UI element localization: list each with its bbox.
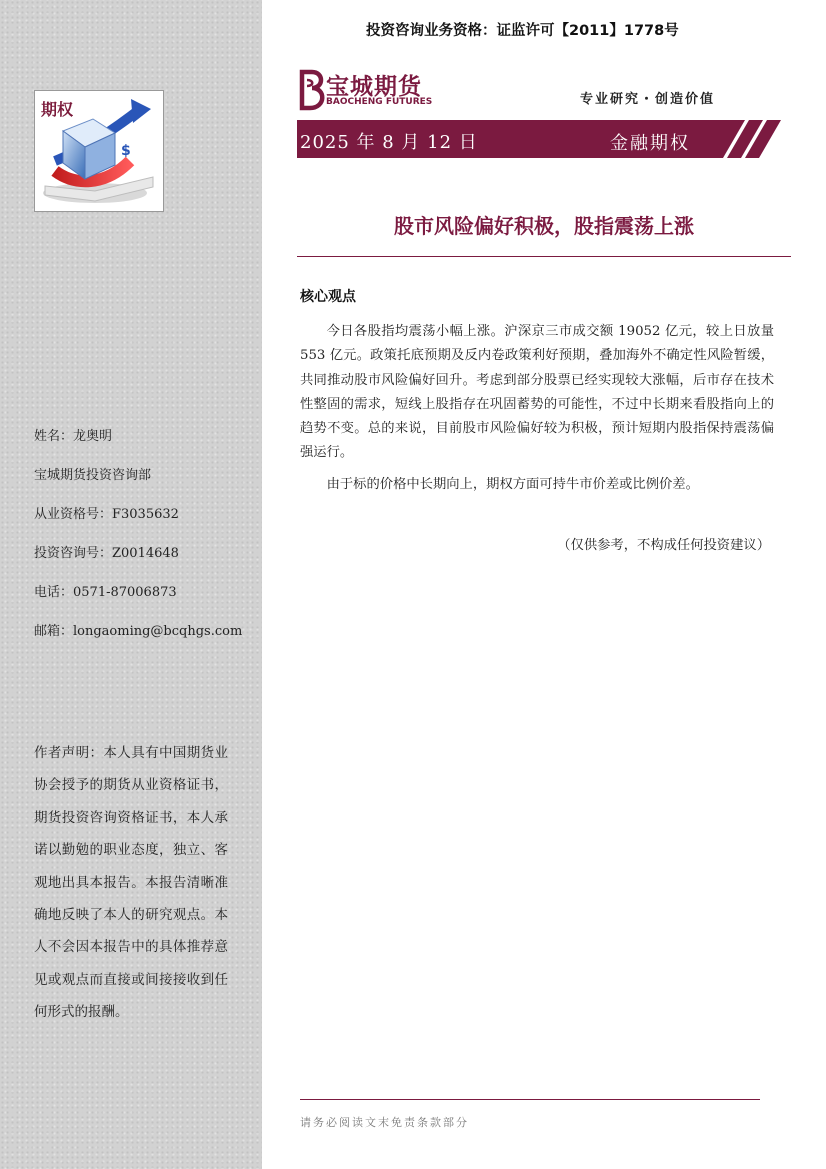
logo-label: 期权 — [41, 100, 74, 119]
report-title: 股市风险偏好积极，股指震荡上涨 — [394, 214, 694, 238]
section-heading: 核心观点 — [300, 289, 356, 305]
svg-text:$: $ — [121, 143, 131, 159]
analyst-phone: 电话：0571-87006873 — [34, 585, 177, 600]
qualification-line: 投资咨询业务资格：证监许可【2011】1778号 — [366, 23, 679, 39]
brand-b-icon — [298, 68, 326, 114]
title-divider — [297, 256, 791, 257]
analyst-advisory-id: 投资咨询号：Z0014648 — [34, 546, 179, 561]
brand-name-cn: 宝城期货 — [326, 73, 422, 100]
report-category: 金融期权 — [610, 133, 690, 154]
footer-note: 请务必阅读文末免责条款部分 — [300, 1116, 469, 1129]
brand-logo — [298, 68, 458, 114]
analyst-info — [34, 427, 244, 661]
options-logo-image — [34, 90, 164, 212]
analyst-email: 邮箱：longaoming@bcqhgs.com — [34, 624, 243, 639]
report-body — [300, 320, 774, 497]
report-date: 2025 年 8 月 12 日 — [300, 132, 478, 153]
body-paragraph: 由于标的价格中长期向上，期权方面可持牛市价差或比例价差。 — [326, 476, 699, 492]
analyst-department: 宝城期货投资咨询部 — [34, 468, 152, 483]
footer-divider — [300, 1099, 760, 1100]
body-paragraph: 今日各股指均震荡小幅上涨。沪深京三市成交额 19052 亿元，较上日放量 553 亿元。政策托底预期及反内卷政策利好预期，叠加海外不确定性风险暂缓，共同推动股市风险偏好回升。考虑到部分股票已经实现较大涨幅，后市存在技术性整固的需求，短线上股指存在巩固蓄势的可能性，不过中长期来看股指向上的趋势不变。总的来说，目前股市风险偏好较为积极，预计短期内股指保持震荡偏强运行。 — [300, 324, 774, 461]
slogan: 专业研究・创造价值 — [580, 92, 716, 107]
disclaimer-note: （仅供参考，不构成任何投资建议） — [557, 538, 770, 553]
brand-name-en: BAOCHENG FUTURES — [326, 97, 433, 107]
analyst-license: 从业资格号：F3035632 — [34, 507, 179, 522]
analyst-name: 姓名：龙奥明 — [34, 429, 113, 444]
author-statement: 作者声明：本人具有中国期货业协会授予的期货从业资格证书，期货投资咨询资格证书，本人承诺以勤勉的职业态度，独立、客观地出具本报告。本报告清晰准确地反映了本人的研究观点。本人不会因本报告中的具体推荐意见或观点而直接或间接接收到任何形式的报酬。 — [34, 745, 228, 1021]
sidebar — [0, 0, 262, 1169]
